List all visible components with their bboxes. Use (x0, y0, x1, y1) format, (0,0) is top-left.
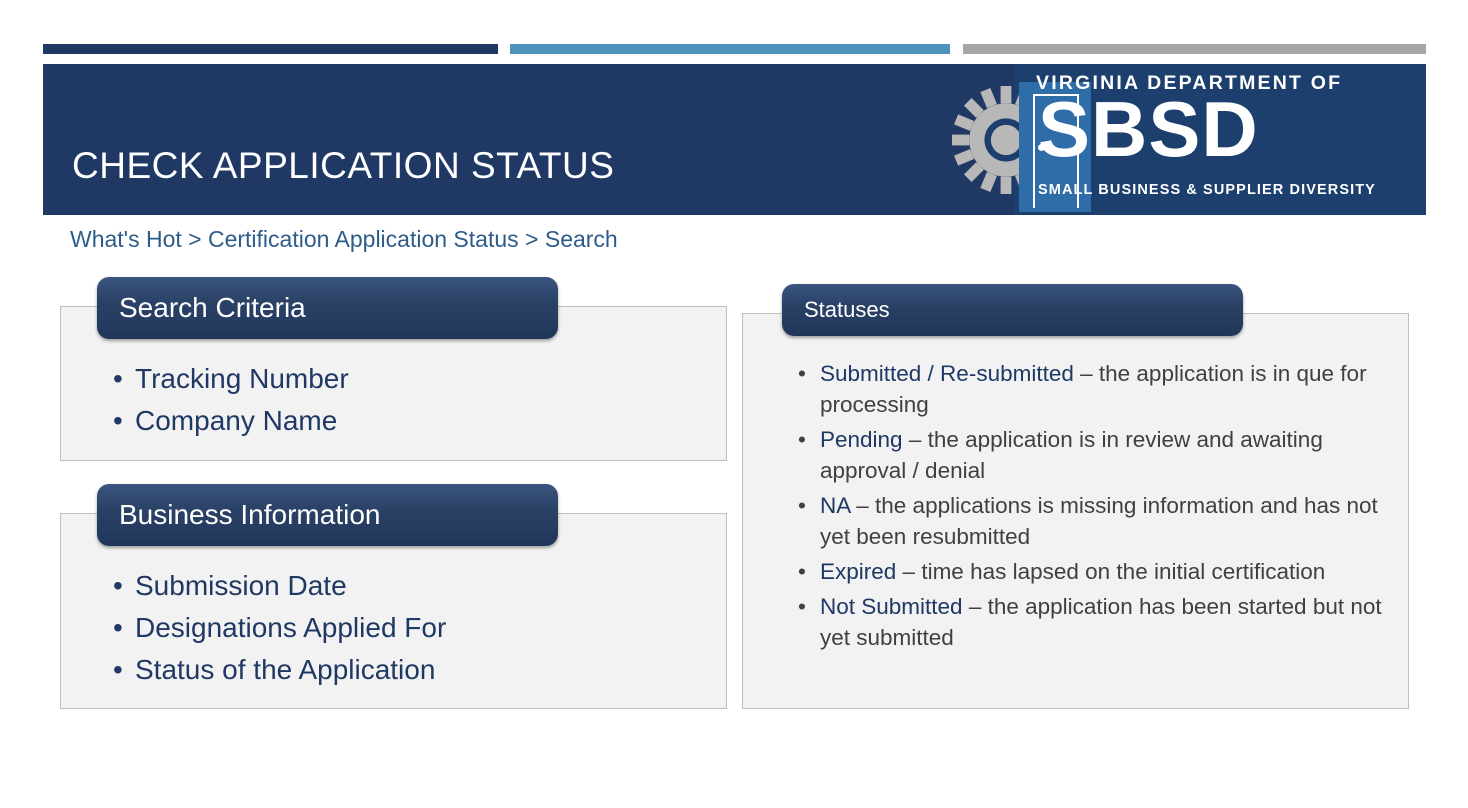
status-description: – the applications is missing information and has not yet been resubmitted (820, 493, 1378, 549)
status-term: Not Submitted (820, 594, 963, 619)
statuses-title: Statuses (804, 297, 890, 322)
top-accent-bar-navy (43, 44, 498, 54)
page-title: CHECK APPLICATION STATUS (72, 145, 615, 186)
status-description: – the application has been started but not yet submitted (820, 594, 1382, 650)
status-term: Pending (820, 427, 903, 452)
breadcrumb: What's Hot > Certification Application Status > Search (70, 226, 618, 252)
logo-bottom-text: SMALL BUSINESS & SUPPLIER DIVERSITY (1038, 182, 1376, 198)
list-item (790, 591, 1390, 653)
status-term: Expired (820, 559, 897, 584)
logo-acronym: SBSD (1038, 85, 1259, 173)
list-item: • Submission Date (105, 565, 705, 607)
status-term: Submitted / Re-submitted (820, 361, 1074, 386)
search-criteria-list (105, 358, 705, 442)
sbsd-logo (952, 64, 1426, 215)
list-item: • Status of the Application (105, 649, 705, 691)
list-item (790, 490, 1390, 552)
list-item (790, 556, 1390, 587)
business-information-list (105, 565, 705, 691)
status-description: – time has lapsed on the initial certification (896, 559, 1326, 584)
status-term: NA (820, 493, 851, 518)
search-criteria-title: Search Criteria (119, 292, 306, 323)
status-description: – the application is in review and awaiting approval / denial (820, 427, 1323, 483)
business-information-title: Business Information (119, 499, 381, 530)
list-item: • Tracking Number (105, 358, 705, 400)
list-item: • Company Name (105, 400, 705, 442)
status-description: – the application is in que for processing (820, 361, 1367, 417)
list-item: • Designations Applied For (105, 607, 705, 649)
top-accent-bar-grey (963, 44, 1426, 54)
business-information-banner (97, 484, 558, 546)
top-accent-bar-blue (510, 44, 950, 54)
logo-top-text: VIRGINIA DEPARTMENT OF (1036, 72, 1343, 94)
search-criteria-banner (97, 277, 558, 339)
list-item (790, 358, 1390, 420)
list-item (790, 424, 1390, 486)
statuses-list (790, 358, 1390, 657)
statuses-banner (782, 284, 1243, 336)
